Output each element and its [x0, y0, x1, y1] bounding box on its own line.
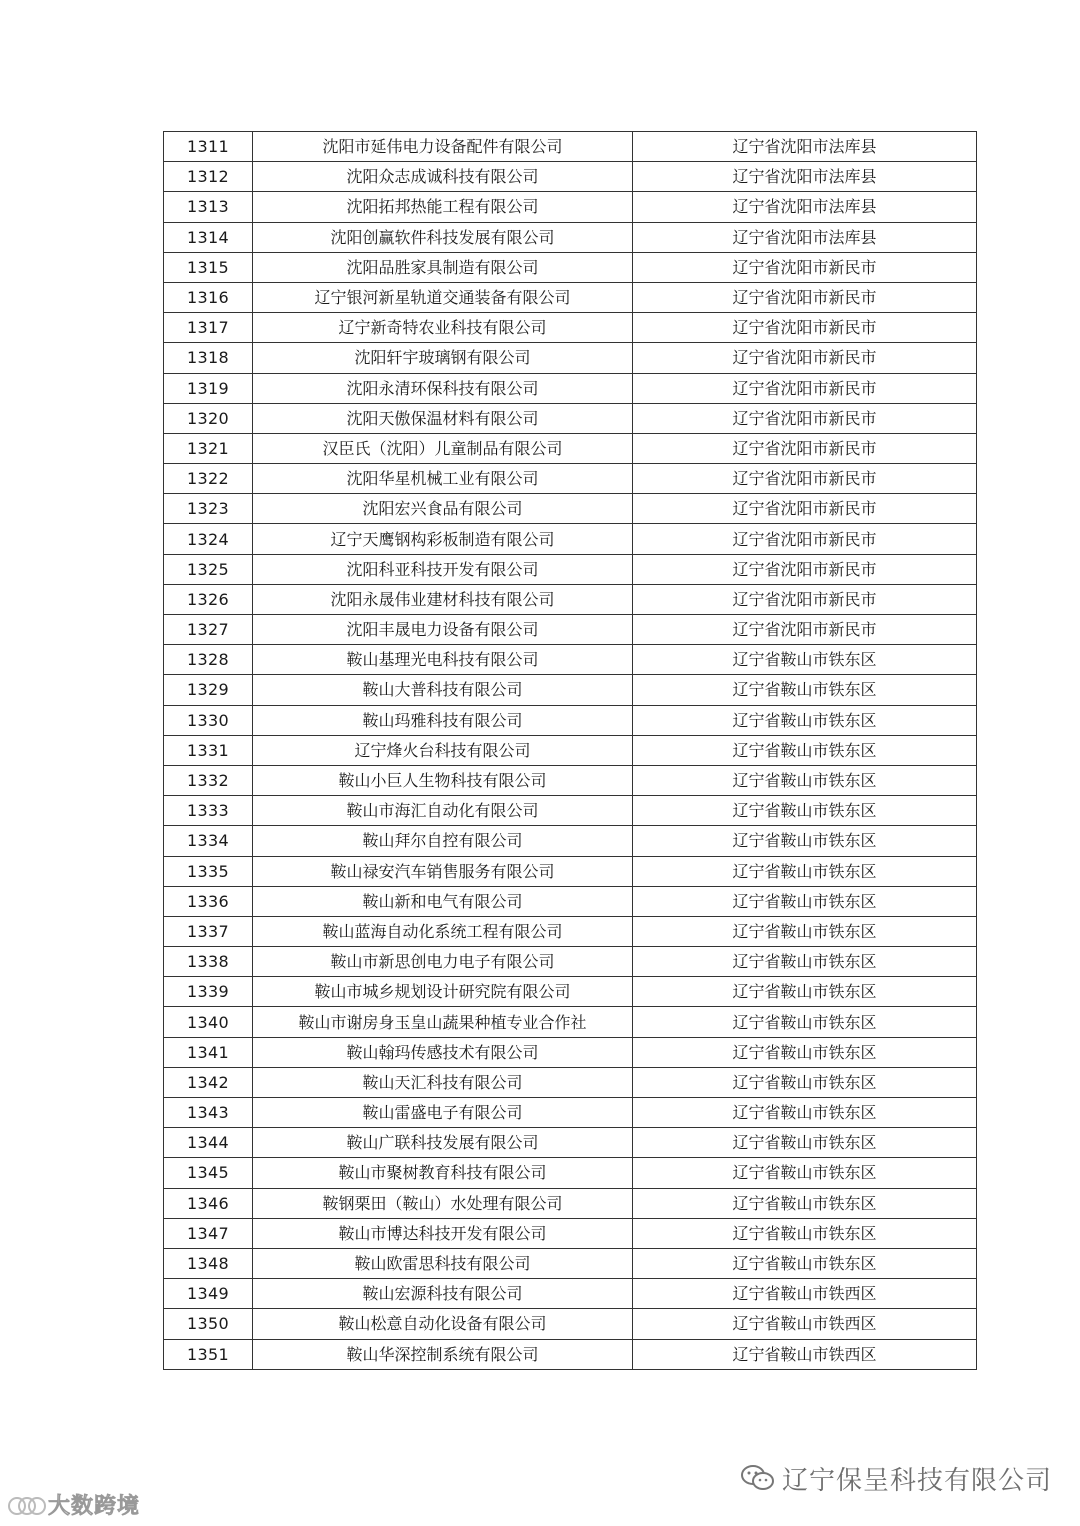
- table-row: [164, 645, 977, 675]
- company-name-cell: 鞍山大普科技有限公司: [253, 675, 633, 705]
- table-row: [164, 675, 977, 705]
- region-cell: 辽宁省沈阳市法库县: [633, 162, 977, 192]
- row-number-cell: 1335: [164, 856, 253, 886]
- company-name-cell: 鞍钢栗田（鞍山）水处理有限公司: [253, 1188, 633, 1218]
- row-number-cell: 1318: [164, 343, 253, 373]
- region-cell: 辽宁省鞍山市铁东区: [633, 977, 977, 1007]
- table-row: [164, 313, 977, 343]
- region-cell: 辽宁省鞍山市铁东区: [633, 1248, 977, 1278]
- table-row: [164, 705, 977, 735]
- table-row: [164, 735, 977, 765]
- region-cell: 辽宁省鞍山市铁西区: [633, 1339, 977, 1369]
- region-cell: 辽宁省鞍山市铁东区: [633, 826, 977, 856]
- company-name-cell: 沈阳永清环保科技有限公司: [253, 373, 633, 403]
- row-number-cell: 1315: [164, 252, 253, 282]
- row-number-cell: 1343: [164, 1098, 253, 1128]
- table-row: [164, 252, 977, 282]
- table-row: [164, 403, 977, 433]
- region-cell: 辽宁省鞍山市铁东区: [633, 675, 977, 705]
- row-number-cell: 1333: [164, 796, 253, 826]
- row-number-cell: 1340: [164, 1007, 253, 1037]
- table-row: [164, 886, 977, 916]
- table-row: [164, 494, 977, 524]
- table-row: [164, 464, 977, 494]
- table-row: [164, 1037, 977, 1067]
- row-number-cell: 1326: [164, 584, 253, 614]
- table-row: [164, 765, 977, 795]
- region-cell: 辽宁省沈阳市新民市: [633, 252, 977, 282]
- row-number-cell: 1341: [164, 1037, 253, 1067]
- table-row: [164, 554, 977, 584]
- table-row: [164, 192, 977, 222]
- row-number-cell: 1342: [164, 1067, 253, 1097]
- company-name-cell: 汉臣氏（沈阳）儿童制品有限公司: [253, 433, 633, 463]
- row-number-cell: 1338: [164, 947, 253, 977]
- table-row: [164, 916, 977, 946]
- table-row: [164, 977, 977, 1007]
- row-number-cell: 1319: [164, 373, 253, 403]
- company-name-cell: 鞍山市博达科技开发有限公司: [253, 1218, 633, 1248]
- company-name-cell: 鞍山小巨人生物科技有限公司: [253, 765, 633, 795]
- table-row: [164, 1218, 977, 1248]
- region-cell: 辽宁省鞍山市铁东区: [633, 1037, 977, 1067]
- row-number-cell: 1334: [164, 826, 253, 856]
- region-cell: 辽宁省鞍山市铁东区: [633, 916, 977, 946]
- row-number-cell: 1312: [164, 162, 253, 192]
- company-name-cell: 沈阳丰晟电力设备有限公司: [253, 615, 633, 645]
- row-number-cell: 1350: [164, 1309, 253, 1339]
- row-number-cell: 1348: [164, 1248, 253, 1278]
- table-row: [164, 1248, 977, 1278]
- region-cell: 辽宁省沈阳市新民市: [633, 524, 977, 554]
- company-name-cell: 辽宁烽火台科技有限公司: [253, 735, 633, 765]
- region-cell: 辽宁省沈阳市新民市: [633, 282, 977, 312]
- region-cell: 辽宁省鞍山市铁东区: [633, 705, 977, 735]
- region-cell: 辽宁省沈阳市法库县: [633, 132, 977, 162]
- company-name-cell: 鞍山市谢房身玉皇山蔬果种植专业合作社: [253, 1007, 633, 1037]
- row-number-cell: 1349: [164, 1279, 253, 1309]
- row-number-cell: 1344: [164, 1128, 253, 1158]
- region-cell: 辽宁省沈阳市新民市: [633, 343, 977, 373]
- company-name-cell: 沈阳轩宇玻璃钢有限公司: [253, 343, 633, 373]
- company-name-cell: 沈阳天傲保温材料有限公司: [253, 403, 633, 433]
- table-row: [164, 1158, 977, 1188]
- company-name-cell: 沈阳科亚科技开发有限公司: [253, 554, 633, 584]
- table-row: [164, 947, 977, 977]
- table-row: [164, 584, 977, 614]
- row-number-cell: 1337: [164, 916, 253, 946]
- region-cell: 辽宁省鞍山市铁东区: [633, 1007, 977, 1037]
- company-name-cell: 鞍山禄安汽车销售服务有限公司: [253, 856, 633, 886]
- table-row: [164, 1098, 977, 1128]
- row-number-cell: 1346: [164, 1188, 253, 1218]
- table-row: [164, 1309, 977, 1339]
- region-cell: 辽宁省鞍山市铁西区: [633, 1309, 977, 1339]
- table-row: [164, 1128, 977, 1158]
- row-number-cell: 1327: [164, 615, 253, 645]
- company-name-cell: 沈阳永晟伟业建材科技有限公司: [253, 584, 633, 614]
- company-name-cell: 沈阳拓邦热能工程有限公司: [253, 192, 633, 222]
- company-name-cell: 鞍山市城乡规划设计研究院有限公司: [253, 977, 633, 1007]
- company-name-cell: 鞍山拜尔自控有限公司: [253, 826, 633, 856]
- company-name-cell: 鞍山广联科技发展有限公司: [253, 1128, 633, 1158]
- region-cell: 辽宁省鞍山市铁东区: [633, 1158, 977, 1188]
- table-row: [164, 1067, 977, 1097]
- table-row: [164, 796, 977, 826]
- company-name-cell: 鞍山基理光电科技有限公司: [253, 645, 633, 675]
- table-row: [164, 433, 977, 463]
- region-cell: 辽宁省沈阳市新民市: [633, 584, 977, 614]
- company-name-cell: 辽宁天鹰钢构彩板制造有限公司: [253, 524, 633, 554]
- table-row: [164, 1279, 977, 1309]
- company-name-cell: 鞍山松意自动化设备有限公司: [253, 1309, 633, 1339]
- table-row: [164, 856, 977, 886]
- row-number-cell: 1339: [164, 977, 253, 1007]
- watermark-left-text: 大数跨境: [48, 1493, 141, 1519]
- region-cell: 辽宁省沈阳市新民市: [633, 554, 977, 584]
- company-name-cell: 鞍山市聚树教育科技有限公司: [253, 1158, 633, 1188]
- table-row: [164, 524, 977, 554]
- table-row: [164, 1007, 977, 1037]
- company-name-cell: 鞍山雷盛电子有限公司: [253, 1098, 633, 1128]
- company-name-cell: 鞍山欧雷思科技有限公司: [253, 1248, 633, 1278]
- company-name-cell: 沈阳众志成诚科技有限公司: [253, 162, 633, 192]
- row-number-cell: 1321: [164, 433, 253, 463]
- region-cell: 辽宁省沈阳市新民市: [633, 433, 977, 463]
- region-cell: 辽宁省沈阳市新民市: [633, 313, 977, 343]
- region-cell: 辽宁省鞍山市铁东区: [633, 796, 977, 826]
- watermark-left: [8, 1489, 140, 1519]
- region-cell: 辽宁省沈阳市法库县: [633, 222, 977, 252]
- row-number-cell: 1323: [164, 494, 253, 524]
- row-number-cell: 1324: [164, 524, 253, 554]
- region-cell: 辽宁省鞍山市铁东区: [633, 1218, 977, 1248]
- region-cell: 辽宁省沈阳市新民市: [633, 403, 977, 433]
- wechat-icon: [740, 1463, 776, 1493]
- row-number-cell: 1329: [164, 675, 253, 705]
- row-number-cell: 1316: [164, 282, 253, 312]
- table-row: [164, 826, 977, 856]
- row-number-cell: 1345: [164, 1158, 253, 1188]
- table-row: [164, 343, 977, 373]
- row-number-cell: 1347: [164, 1218, 253, 1248]
- region-cell: 辽宁省鞍山市铁西区: [633, 1279, 977, 1309]
- company-name-cell: 鞍山新和电气有限公司: [253, 886, 633, 916]
- region-cell: 辽宁省鞍山市铁东区: [633, 1067, 977, 1097]
- row-number-cell: 1332: [164, 765, 253, 795]
- region-cell: 辽宁省鞍山市铁东区: [633, 1098, 977, 1128]
- table-row: [164, 373, 977, 403]
- company-table: [163, 131, 977, 1370]
- company-name-cell: 沈阳创赢软件科技发展有限公司: [253, 222, 633, 252]
- region-cell: 辽宁省鞍山市铁东区: [633, 765, 977, 795]
- company-table-body: [164, 132, 977, 1370]
- row-number-cell: 1314: [164, 222, 253, 252]
- row-number-cell: 1330: [164, 705, 253, 735]
- region-cell: 辽宁省鞍山市铁东区: [633, 645, 977, 675]
- row-number-cell: 1325: [164, 554, 253, 584]
- table-row: [164, 132, 977, 162]
- watermark-right-text: 辽宁保呈科技有限公司: [782, 1465, 1053, 1496]
- company-name-cell: 鞍山玛雅科技有限公司: [253, 705, 633, 735]
- region-cell: 辽宁省沈阳市新民市: [633, 373, 977, 403]
- region-cell: 辽宁省沈阳市新民市: [633, 615, 977, 645]
- company-name-cell: 辽宁新奇特农业科技有限公司: [253, 313, 633, 343]
- logo-rings-icon: [8, 1493, 42, 1515]
- region-cell: 辽宁省鞍山市铁东区: [633, 1188, 977, 1218]
- company-name-cell: 鞍山华深控制系统有限公司: [253, 1339, 633, 1369]
- region-cell: 辽宁省沈阳市法库县: [633, 192, 977, 222]
- table-row: [164, 162, 977, 192]
- company-name-cell: 鞍山天汇科技有限公司: [253, 1067, 633, 1097]
- table-row: [164, 282, 977, 312]
- region-cell: 辽宁省沈阳市新民市: [633, 494, 977, 524]
- row-number-cell: 1336: [164, 886, 253, 916]
- company-name-cell: 鞍山蓝海自动化系统工程有限公司: [253, 916, 633, 946]
- row-number-cell: 1320: [164, 403, 253, 433]
- company-name-cell: 鞍山市新思创电力电子有限公司: [253, 947, 633, 977]
- company-name-cell: 辽宁银河新星轨道交通装备有限公司: [253, 282, 633, 312]
- table-row: [164, 1188, 977, 1218]
- region-cell: 辽宁省鞍山市铁东区: [633, 886, 977, 916]
- company-name-cell: 鞍山宏源科技有限公司: [253, 1279, 633, 1309]
- table-row: [164, 222, 977, 252]
- company-name-cell: 鞍山市海汇自动化有限公司: [253, 796, 633, 826]
- region-cell: 辽宁省鞍山市铁东区: [633, 1128, 977, 1158]
- company-name-cell: 沈阳市延伟电力设备配件有限公司: [253, 132, 633, 162]
- region-cell: 辽宁省鞍山市铁东区: [633, 947, 977, 977]
- company-name-cell: 鞍山翰玛传感技术有限公司: [253, 1037, 633, 1067]
- row-number-cell: 1351: [164, 1339, 253, 1369]
- region-cell: 辽宁省鞍山市铁东区: [633, 856, 977, 886]
- company-name-cell: 沈阳品胜家具制造有限公司: [253, 252, 633, 282]
- table-row: [164, 615, 977, 645]
- watermark-right: [740, 1458, 1052, 1498]
- row-number-cell: 1313: [164, 192, 253, 222]
- row-number-cell: 1317: [164, 313, 253, 343]
- row-number-cell: 1331: [164, 735, 253, 765]
- table-row: [164, 1339, 977, 1369]
- row-number-cell: 1328: [164, 645, 253, 675]
- region-cell: 辽宁省沈阳市新民市: [633, 464, 977, 494]
- row-number-cell: 1311: [164, 132, 253, 162]
- row-number-cell: 1322: [164, 464, 253, 494]
- company-name-cell: 沈阳宏兴食品有限公司: [253, 494, 633, 524]
- region-cell: 辽宁省鞍山市铁东区: [633, 735, 977, 765]
- company-name-cell: 沈阳华星机械工业有限公司: [253, 464, 633, 494]
